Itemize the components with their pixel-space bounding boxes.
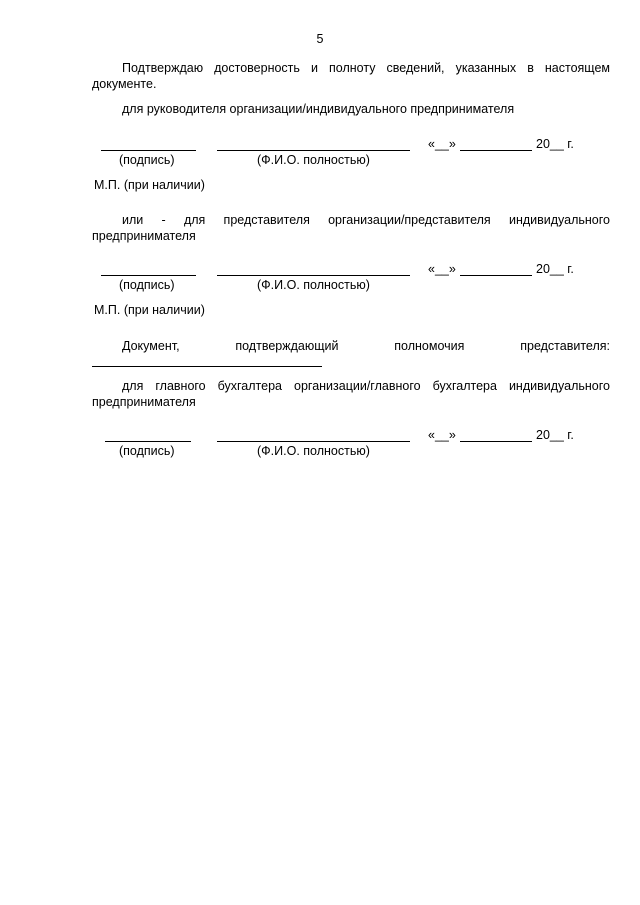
date-month-line[interactable] <box>460 441 532 442</box>
authority-document-line[interactable] <box>92 366 322 367</box>
name-line[interactable] <box>217 150 410 151</box>
authority-document-label: Документ, подтверждающий полномочия представителя: <box>122 339 610 353</box>
name-line[interactable] <box>217 441 410 442</box>
date-year-text: 20__ г. <box>536 262 574 276</box>
name-caption: (Ф.И.О. полностью) <box>257 444 370 458</box>
signature-line[interactable] <box>105 441 191 442</box>
signature-line[interactable] <box>101 150 196 151</box>
name-line[interactable] <box>217 275 410 276</box>
signature-line[interactable] <box>101 275 196 276</box>
stamp-note: М.П. (при наличии) <box>94 178 205 192</box>
signature-caption: (подпись) <box>119 278 175 292</box>
date-day-quote: «__» <box>428 137 456 151</box>
name-caption: (Ф.И.О. полностью) <box>257 153 370 167</box>
date-day-quote: «__» <box>428 262 456 276</box>
representative-title-line1: или - для представителя организации/представителя индивидуального <box>122 213 610 227</box>
signature-caption: (подпись) <box>119 153 175 167</box>
date-month-line[interactable] <box>460 150 532 151</box>
date-month-line[interactable] <box>460 275 532 276</box>
date-day-quote: «__» <box>428 428 456 442</box>
date-year-text: 20__ г. <box>536 428 574 442</box>
name-caption: (Ф.И.О. полностью) <box>257 278 370 292</box>
accountant-title-line2: предпринимателя <box>92 395 196 409</box>
head-title: для руководителя организации/индивидуального предпринимателя <box>122 102 515 116</box>
confirmation-text-line2: документе. <box>92 77 157 91</box>
confirmation-text-line1: Подтверждаю достоверность и полноту сведений, указанных в настоящем <box>122 61 610 75</box>
representative-title-line2: предпринимателя <box>92 229 196 243</box>
stamp-note: М.П. (при наличии) <box>94 303 205 317</box>
date-year-text: 20__ г. <box>536 137 574 151</box>
page-number: 5 <box>316 32 324 46</box>
signature-caption: (подпись) <box>119 444 175 458</box>
accountant-title-line1: для главного бухгалтера организации/главного бухгалтера индивидуального <box>122 379 610 393</box>
